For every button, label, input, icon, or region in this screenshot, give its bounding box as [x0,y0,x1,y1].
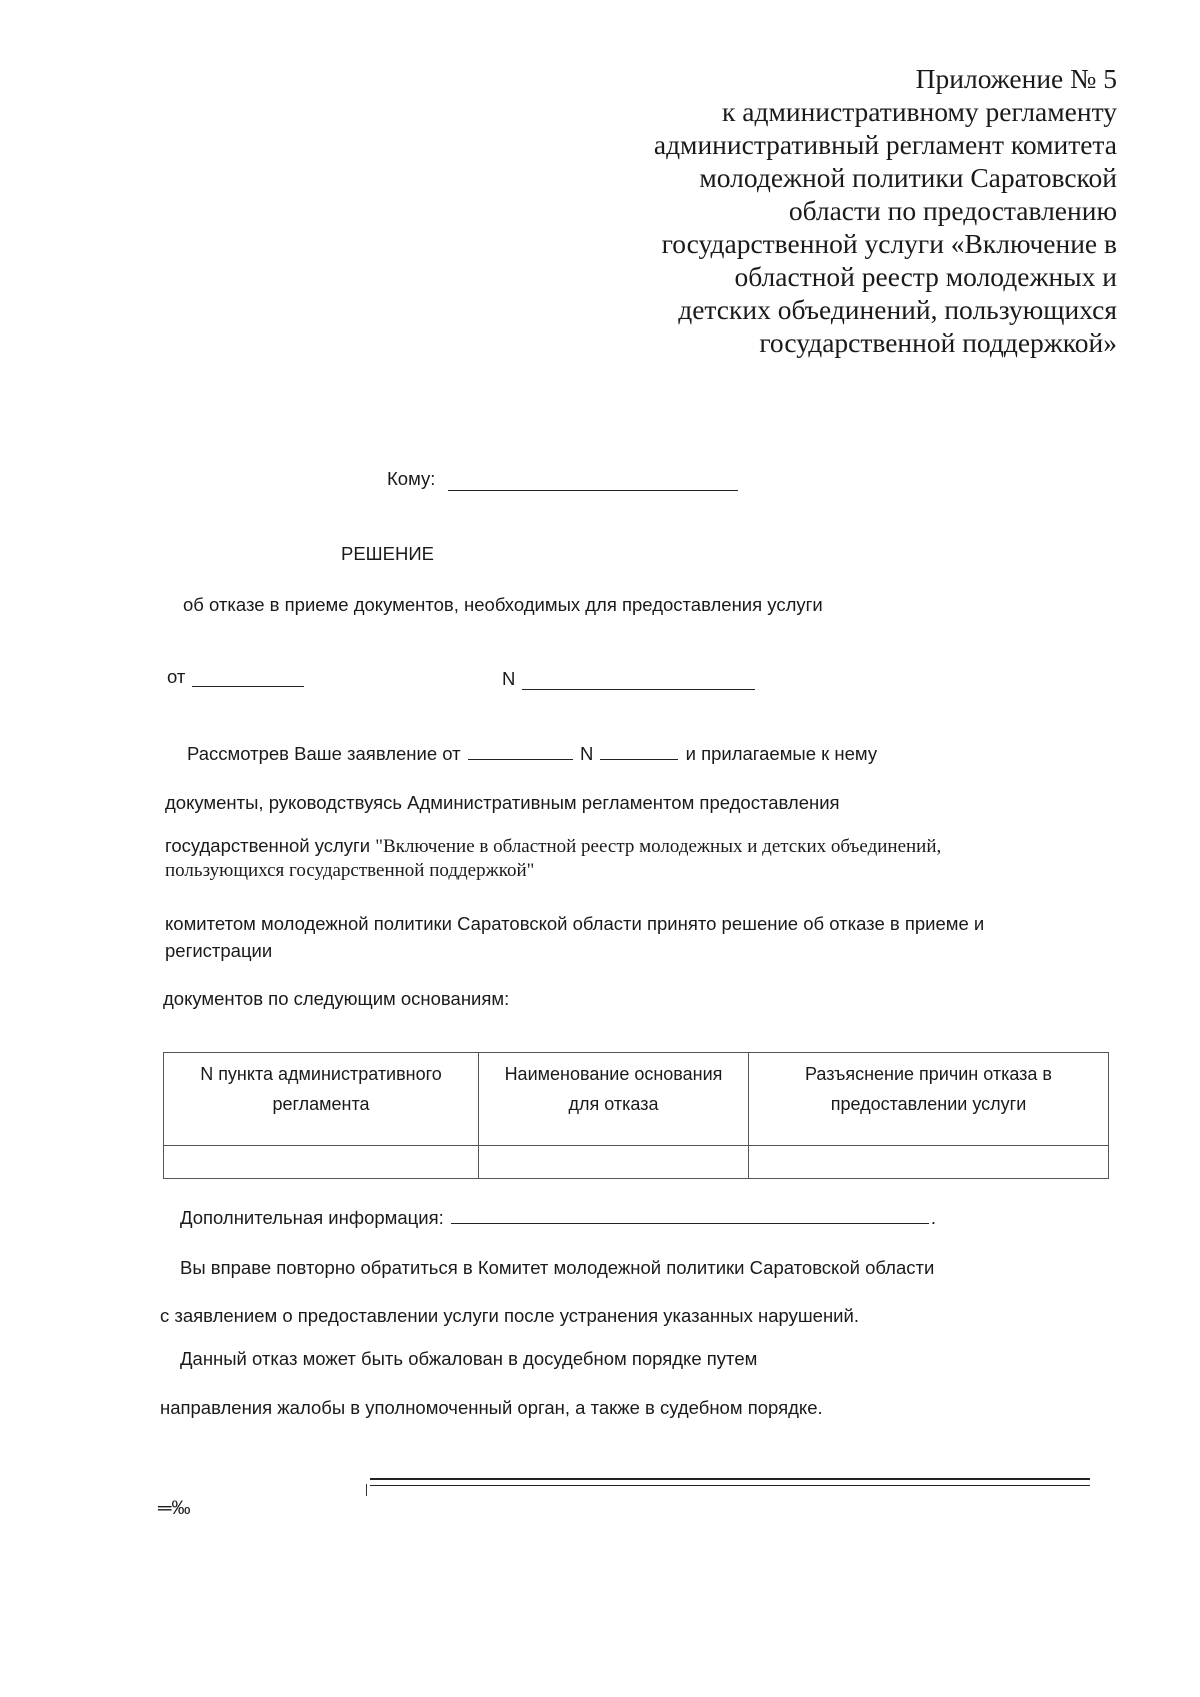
number-label: N [502,668,516,689]
table-header-row [164,1053,1109,1146]
body-text: N [579,743,594,764]
decision-title: РЕШЕНИЕ [341,543,434,564]
annex-line: административный регламент комитета [653,129,1117,160]
date-label: от [167,666,186,687]
annex-line: государственной поддержкой» [759,327,1117,358]
application-date-field[interactable] [468,758,573,760]
signature-tick [366,1484,367,1496]
body-line-2: документы, руководствуясь Административным регламентом предоставления [165,792,840,813]
additional-info-label: Дополнительная информация: [180,1207,444,1228]
decision-subtitle: об отказе в приеме документов, необходимых для предоставления услуги [183,594,823,615]
signature-line[interactable] [370,1478,1090,1480]
annex-line: области по предоставлению [788,195,1117,226]
service-name: "Включение в областной реестр молодежных и детских объединений, [375,836,942,857]
table-row [164,1146,1109,1179]
body-line-4: пользующихся государственной поддержкой" [165,860,535,881]
annex-line: детских объединений, пользующихся [678,294,1117,325]
appeal-line-4: направления жалобы в уполномоченный орган, а также в судебном порядке. [160,1397,823,1418]
additional-info-end: . [930,1207,937,1228]
appeal-line-1: Вы вправе повторно обратиться в Комитет молодежной политики Саратовской области [180,1257,935,1278]
page-mark: ═‰ [158,1498,191,1519]
number-field[interactable] [522,689,755,690]
signature-line-secondary [370,1485,1090,1486]
additional-info-field[interactable] [451,1222,929,1224]
table-cell[interactable] [164,1146,479,1179]
body-line-1 [187,743,877,765]
annex-line: к административному регламенту [722,96,1117,127]
table-cell[interactable] [479,1146,749,1179]
body-line-5: комитетом молодежной политики Саратовской области принято решение об отказе в приеме и [165,913,985,934]
annex-line: государственной услуги «Включение в [661,228,1117,259]
annex-line: областной реестр молодежных и [734,261,1117,292]
table-header-cell: Разъяснение причин отказа в предоставлении услуги [749,1053,1109,1146]
body-line-7: документов по следующим основаниям: [163,988,510,1009]
table-cell[interactable] [749,1146,1109,1179]
grounds-table [163,1052,1109,1179]
application-number-field[interactable] [600,758,678,760]
annex-header [557,62,1117,359]
addressee-row [387,468,435,490]
annex-line: Приложение № 5 [915,63,1117,94]
date-field[interactable] [192,686,304,687]
additional-info-row [180,1207,936,1229]
appeal-line-3: Данный отказ может быть обжалован в досудебном порядке путем [180,1348,758,1369]
table-header-cell: N пункта административного регламента [164,1053,479,1146]
addressee-field[interactable] [448,490,738,491]
addressee-label: Кому: [387,468,436,489]
body-text: Рассмотрев Ваше заявление от [187,743,461,764]
table-header-cell: Наименование основания для отказа [479,1053,749,1146]
annex-line: молодежной политики Саратовской [699,162,1117,193]
body-line-6: регистрации [165,940,273,961]
body-text: и прилагаемые к нему [685,743,878,764]
appeal-line-2: с заявлением о предоставлении услуги после устранения указанных нарушений. [160,1305,859,1326]
body-line-3 [165,835,941,858]
body-text: государственной услуги [165,835,371,856]
